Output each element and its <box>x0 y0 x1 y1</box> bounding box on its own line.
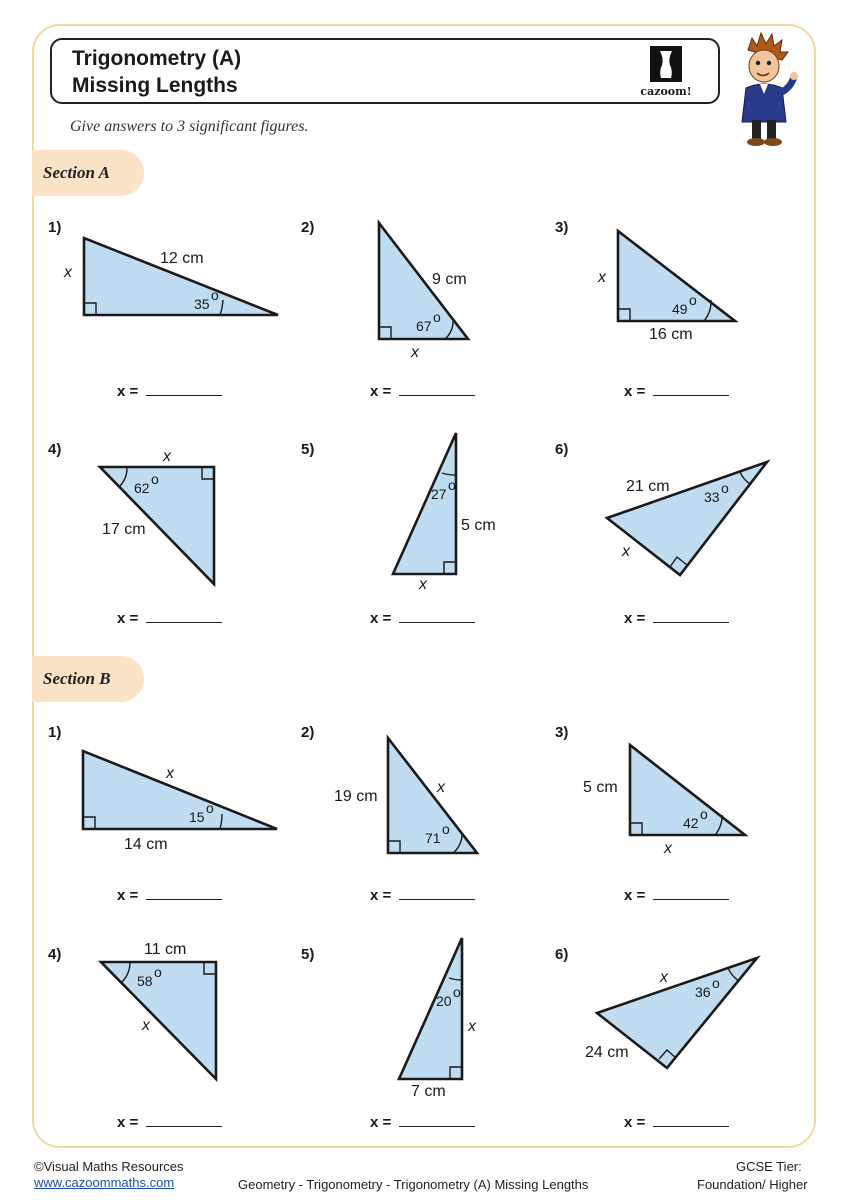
side-label: 9 cm <box>432 271 467 288</box>
angle-label: 33 <box>704 489 720 505</box>
triangle-b5 <box>399 938 477 1100</box>
degree-mark: o <box>433 309 441 325</box>
question-number: 2) <box>301 219 315 236</box>
degree-mark: o <box>712 975 720 991</box>
question-number: 4) <box>48 946 62 963</box>
degree-mark: o <box>448 477 456 493</box>
degree-mark: o <box>700 806 708 822</box>
side-label: x <box>660 969 668 986</box>
answer-line[interactable]: x = <box>624 885 729 904</box>
triangle-b4 <box>101 941 216 1079</box>
answer-line[interactable]: x = <box>370 608 475 627</box>
question-number: 6) <box>555 946 569 963</box>
angle-label: 20 <box>436 993 452 1009</box>
side-label: x <box>419 576 427 593</box>
side-label: x <box>622 543 630 560</box>
side-label: x <box>664 840 672 857</box>
triangle-b1 <box>83 751 277 853</box>
degree-mark: o <box>442 821 450 837</box>
side-label: 5 cm <box>583 779 618 796</box>
side-label: 17 cm <box>102 521 146 538</box>
side-label: 19 cm <box>334 788 378 805</box>
triangle-a3 <box>597 231 735 343</box>
side-label: x <box>598 269 606 286</box>
angle-label: 67 <box>416 318 432 334</box>
footer-tier-label: GCSE Tier: <box>736 1159 802 1174</box>
side-label: x <box>166 765 174 782</box>
side-label: x <box>64 264 72 281</box>
answer-line[interactable]: x = <box>117 608 222 627</box>
instructions: Give answers to 3 significant figures. <box>70 118 309 135</box>
side-label: 7 cm <box>411 1083 446 1100</box>
page-subtitle: Missing Lengths <box>72 74 238 97</box>
degree-mark: o <box>206 800 214 816</box>
triangle-a1 <box>63 238 278 315</box>
question-number: 5) <box>301 946 315 963</box>
triangle-b6 <box>585 958 757 1068</box>
answer-line[interactable]: x = <box>370 381 475 400</box>
side-label: 21 cm <box>626 478 670 495</box>
question-number: 1) <box>48 724 62 741</box>
side-label: 12 cm <box>160 250 204 267</box>
degree-mark: o <box>211 287 219 303</box>
angle-label: 49 <box>672 301 688 317</box>
question-number: 5) <box>301 441 315 458</box>
question-number: 3) <box>555 219 569 236</box>
answer-line[interactable]: x = <box>117 381 222 400</box>
angle-label: 15 <box>189 809 205 825</box>
footer-tier-value: Foundation/ Higher <box>697 1177 808 1192</box>
degree-mark: o <box>154 964 162 980</box>
side-label: x <box>142 1017 150 1034</box>
degree-mark: o <box>151 471 159 487</box>
footer-topic: Geometry - Trigonometry - Trigonometry (A) Missing Lengths <box>238 1177 589 1192</box>
question-number: 4) <box>48 441 62 458</box>
degree-mark: o <box>453 984 461 1000</box>
answer-line[interactable]: x = <box>624 1112 729 1131</box>
answer-line[interactable]: x = <box>624 608 729 627</box>
side-label: x <box>468 1018 476 1035</box>
side-label: x <box>163 448 171 465</box>
side-label: x <box>437 779 445 796</box>
answer-line[interactable]: x = <box>370 1112 475 1131</box>
answer-line[interactable]: x = <box>117 1112 222 1131</box>
angle-label: 42 <box>683 815 699 831</box>
logo-text: cazoom! <box>640 85 692 98</box>
triangle-a2 <box>379 223 468 361</box>
degree-mark: o <box>721 480 729 496</box>
side-label: 5 cm <box>461 517 496 534</box>
question-number: 6) <box>555 441 569 458</box>
angle-label: 35 <box>194 296 210 312</box>
triangle-a6 <box>607 462 767 575</box>
answer-line[interactable]: x = <box>624 381 729 400</box>
section-b-label: Section B <box>43 669 111 688</box>
triangle-b3 <box>583 745 745 857</box>
side-label: 24 cm <box>585 1044 629 1061</box>
angle-label: 36 <box>695 984 711 1000</box>
degree-mark: o <box>689 292 697 308</box>
side-label: 14 cm <box>124 836 168 853</box>
angle-label: 71 <box>425 830 441 846</box>
side-label: 11 cm <box>144 941 187 958</box>
side-label: 16 cm <box>649 326 693 343</box>
triangle-a5 <box>393 433 496 593</box>
question-number: 1) <box>48 219 62 236</box>
footer-copyright: ©Visual Maths Resources <box>34 1159 184 1174</box>
answer-line[interactable]: x = <box>117 885 222 904</box>
answer-line[interactable]: x = <box>370 885 475 904</box>
section-a-label: Section A <box>43 163 110 182</box>
footer-website-link[interactable]: www.cazoommaths.com <box>34 1175 175 1190</box>
triangle-a4 <box>100 448 214 584</box>
question-number: 3) <box>555 724 569 741</box>
page-title: Trigonometry (A) <box>72 47 242 70</box>
triangle-b2 <box>334 738 477 853</box>
question-number: 2) <box>301 724 315 741</box>
angle-label: 27 <box>431 486 447 502</box>
side-label: x <box>411 344 419 361</box>
angle-label: 62 <box>134 480 150 496</box>
angle-label: 58 <box>137 973 153 989</box>
